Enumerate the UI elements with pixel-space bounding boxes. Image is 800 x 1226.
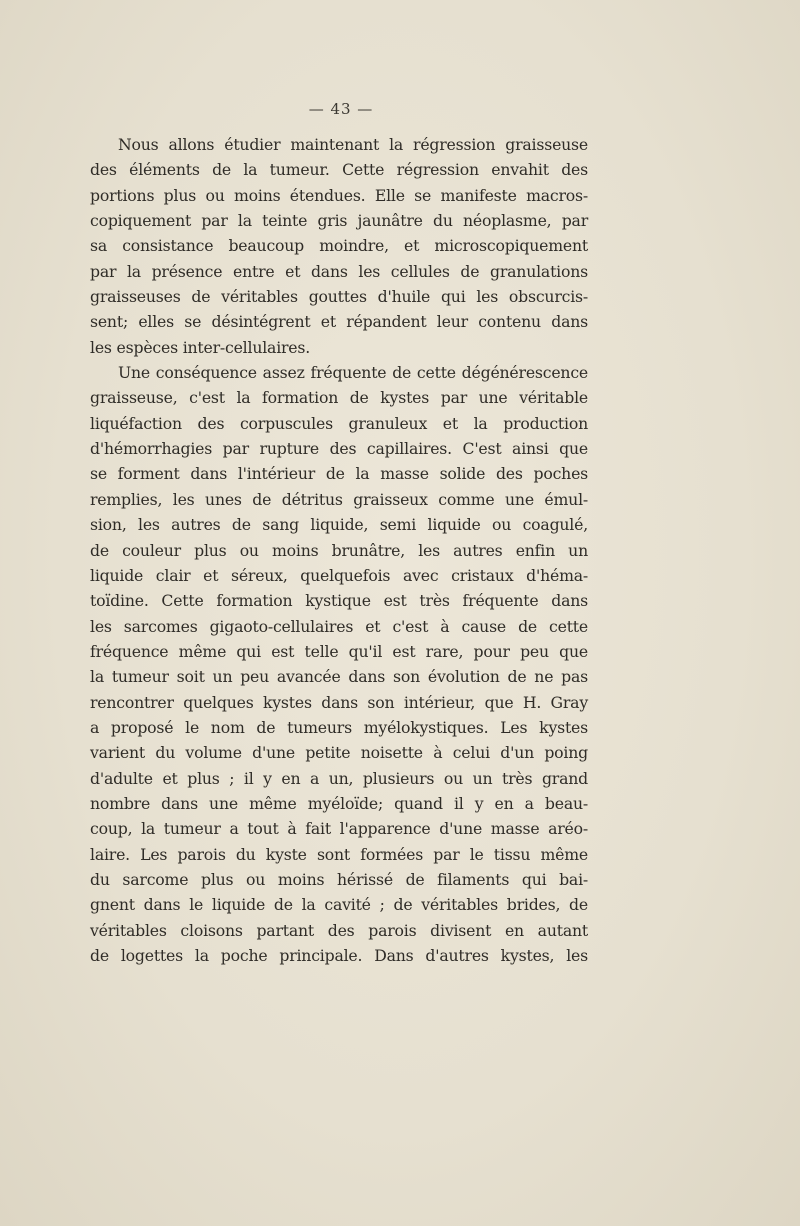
text-line: liquide clair et séreux, quelquefois avec cristaux d'héma- [90, 565, 588, 585]
text-line: laire. Les parois du kyste sont formées par le tissu même [90, 844, 588, 864]
text-line: du sarcome plus ou moins hérissé de filaments qui bai- [90, 869, 588, 889]
text-line: la tumeur soit un peu avancée dans son évolution de ne pas [90, 667, 588, 687]
text-line: sent; elles se désintégrent et répandent leur contenu dans [90, 312, 588, 332]
text-line: copiquement par la teinte gris jaunâtre du néoplasme, par [90, 211, 588, 231]
text-line: par la présence entre et dans les cellules de granulations [90, 261, 588, 281]
text-line: Nous allons étudier maintenant la régression graisseuse [118, 135, 588, 154]
text-line: gnent dans le liquide de la cavité ; de véritables brides, de [90, 895, 588, 915]
text-line: remplies, les unes de détritus graisseux comme une émul- [90, 489, 588, 509]
text-line: sion, les autres de sang liquide, semi liquide ou coagulé, [90, 515, 588, 535]
text-line: coup, la tumeur a tout à fait l'apparence d'une masse aréo- [90, 819, 588, 839]
text-line: de couleur plus ou moins brunâtre, les autres enfin un [90, 540, 588, 560]
text-line: nombre dans une même myéloïde; quand il y en a beau- [90, 793, 588, 813]
text-line: d'adulte et plus ; il y en a un, plusieurs ou un très grand [90, 768, 588, 788]
text-line: les espèces inter-cellulaires. [90, 337, 311, 357]
text-line: sa consistance beaucoup moindre, et microscopiquement [90, 236, 588, 256]
text-line: Une conséquence assez fréquente de cette dégénérescence [118, 363, 588, 383]
body-text [90, 132, 588, 968]
text-line: se forment dans l'intérieur de la masse solide des poches [90, 464, 588, 484]
page-number: — 43 — [308, 100, 374, 118]
text-line: liquéfaction des corpuscules granuleux et la production [90, 413, 588, 433]
text-line: fréquence même qui est telle qu'il est rare, pour peu que [90, 641, 588, 661]
text-line: véritables cloisons partant des parois divisent en autant [90, 920, 588, 940]
text-line: de logettes la poche principale. Dans d'autres kystes, les [90, 946, 588, 965]
text-line: varient du volume d'une petite noisette à celui d'un poing [90, 743, 588, 763]
text-line: graisseuses de véritables gouttes d'huile qui les obscurcis- [90, 287, 588, 307]
text-line: a proposé le nom de tumeurs myélokystiques. Les kystes [90, 717, 588, 737]
text-line: graisseuse, c'est la formation de kystes par une véritable [90, 388, 588, 408]
text-line: les sarcomes gigaoto-cellulaires et c'est à cause de cette [90, 616, 588, 636]
text-line: toïdine. Cette formation kystique est très fréquente dans [90, 591, 588, 611]
text-line: rencontrer quelques kystes dans son intérieur, que H. Gray [90, 692, 588, 712]
text-line: d'hémorrhagies par rupture des capillaires. C'est ainsi que [90, 439, 588, 459]
text-line: portions plus ou moins étendues. Elle se manifeste macros- [90, 185, 588, 205]
text-line: des éléments de la tumeur. Cette régression envahit des [90, 160, 588, 180]
